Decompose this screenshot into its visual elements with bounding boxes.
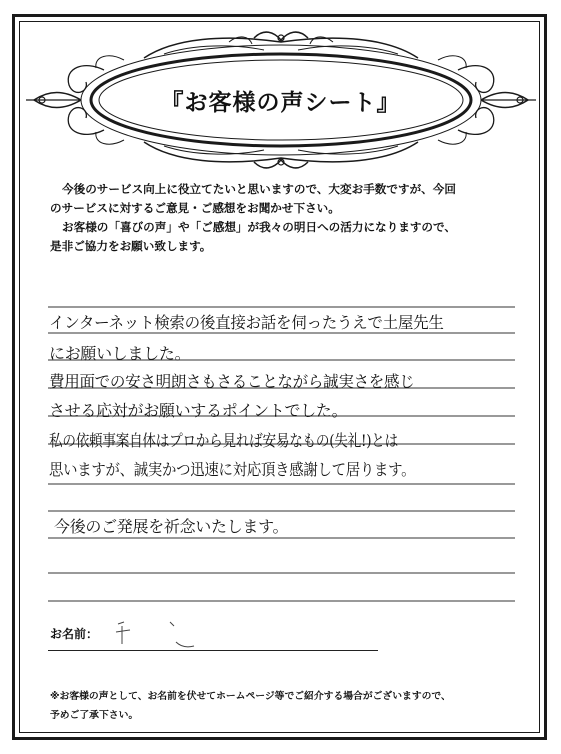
intro-line: のサービスに対するご意見・ご感想をお聞かせ下さい。 <box>50 201 340 215</box>
handwritten-line: 私の依頼事案自体はプロから見れば安易なもの(失礼!)とは <box>49 431 398 450</box>
intro-line: 今後のサービス向上に役立てたいと思いますので、大変お手数ですが、今回 <box>62 182 456 196</box>
redacted-name-scribble <box>110 612 200 652</box>
footer-note-line: 予めご了承下さい。 <box>50 710 139 721</box>
intro-line: お客様の「喜びの声」や「ご感想」が我々の明日への活力になりますので、 <box>62 220 456 234</box>
footer-note <box>50 687 520 725</box>
handwritten-line: させる応対がお願いするポイントでした。 <box>49 401 348 420</box>
footer-note-line: ※お客様の声として、お名前を伏せてホームページ等でご紹介する場合がございますので、 <box>50 691 451 702</box>
name-label: お名前： <box>50 627 99 641</box>
handwritten-line: インターネット検索の後直接お話を伺ったうえで土屋先生 <box>49 313 444 332</box>
intro-line: 是非ご協力をお願い致します。 <box>50 239 212 253</box>
handwritten-line: にお願いしました。 <box>49 344 191 363</box>
handwritten-line: 費用面での安さ明朗さもさることながら誠実さを感じ <box>49 372 415 391</box>
intro-text <box>50 180 520 256</box>
handwritten-line: 思いますが、誠実かつ迅速に対応頂き感謝して居ります。 <box>49 460 416 479</box>
page-title: 『お客様の声シート』 <box>160 90 401 116</box>
name-underline <box>48 650 378 651</box>
handwritten-line: 今後のご発展を祈念いたします。 <box>54 517 289 536</box>
